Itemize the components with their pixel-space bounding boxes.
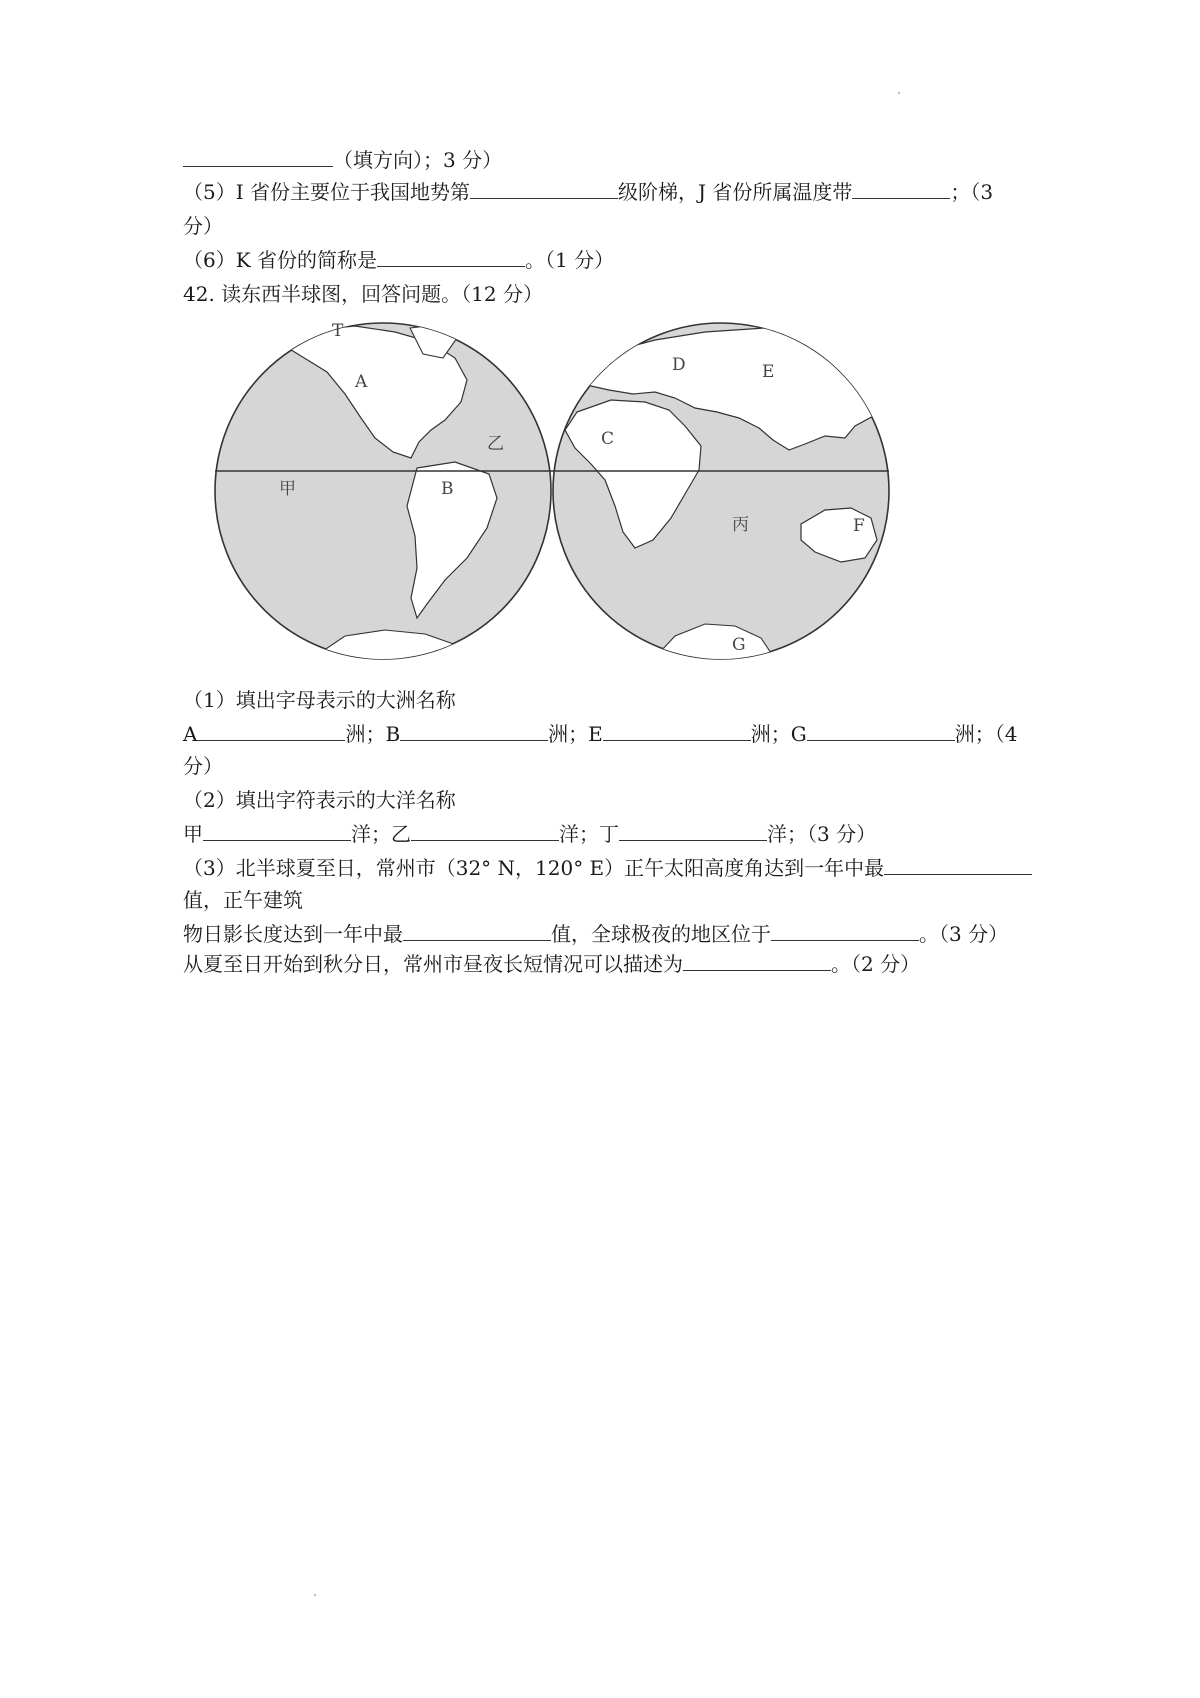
label-G: G (732, 635, 746, 655)
question-text: 洲；（4 (954, 722, 1018, 746)
q3-line4 (183, 950, 920, 978)
answer-blank[interactable] (197, 720, 345, 741)
q1-title (183, 686, 456, 714)
answer-blank[interactable] (403, 920, 551, 941)
question-text: 值，正午建筑 (183, 888, 303, 912)
line-text: （填方向）；3 分） (333, 148, 503, 172)
answer-blank[interactable] (183, 146, 333, 167)
label-B: B (441, 479, 454, 499)
q2-answers (183, 820, 876, 848)
question-text: 。（1 分） (525, 248, 615, 272)
question-text: 洲；E (548, 722, 603, 746)
label-yi: 乙 (487, 434, 504, 454)
question-text: （2）填出字符表示的大洋名称 (183, 788, 456, 812)
question-text: 洲；G (750, 722, 807, 746)
question-text: 物日影长度达到一年中最 (183, 922, 403, 946)
answer-blank[interactable] (411, 820, 559, 841)
label-A: A (355, 372, 368, 392)
line-direction-fill (183, 146, 502, 174)
q2-title (183, 786, 456, 814)
question-text: （1）填出字母表示的大洲名称 (183, 688, 456, 712)
answer-blank[interactable] (771, 920, 919, 941)
question-text: 甲 (183, 822, 203, 846)
answer-blank[interactable] (807, 720, 955, 741)
answer-blank[interactable] (377, 246, 525, 267)
question-text: （3）北半球夏至日，常州市（32° N，120° E）正午太阳高度角达到一年中最 (183, 856, 885, 880)
western-hemisphere (215, 321, 551, 668)
question-text: 。（3 分） (919, 922, 1009, 946)
answer-blank[interactable] (470, 178, 618, 199)
label-C: C (601, 429, 615, 449)
label-bing: 丙 (732, 515, 749, 535)
question-6 (183, 246, 614, 274)
question-text: 值，全球极夜的地区位于 (551, 922, 771, 946)
answer-blank[interactable] (619, 820, 767, 841)
answer-blank[interactable] (683, 950, 831, 971)
hemispheres-map-svg (205, 318, 925, 668)
scan-speck (314, 1594, 316, 1596)
q1-answers (183, 720, 1017, 748)
q3-line1 (183, 854, 1032, 882)
answer-blank[interactable] (603, 720, 751, 741)
q3-line2 (183, 886, 303, 914)
label-jia: 甲 (279, 479, 296, 499)
question-text: 级阶梯，J 省份所属温度带 (617, 180, 853, 204)
label-T: T (332, 321, 344, 341)
question-text: （6）K 省份的简称是 (183, 248, 378, 272)
question-text: 。（2 分） (831, 952, 921, 976)
question-text: 洋；（3 分） (767, 822, 877, 846)
question-text: 洲；B (345, 722, 401, 746)
question-text: （5）I 省份主要位于我国地势第 (183, 180, 470, 204)
question-42-title (183, 280, 543, 308)
q1-score (183, 752, 223, 780)
label-D: D (672, 355, 686, 375)
question-text: ；（3 (950, 180, 994, 204)
question-text: 分） (183, 754, 223, 778)
question-text: 从夏至日开始到秋分日，常州市昼夜长短情况可以描述为 (183, 952, 683, 976)
score-continuation (183, 212, 223, 240)
question-text: 洋；乙 (351, 822, 411, 846)
label-E: E (762, 362, 775, 382)
question-text: 分） (183, 214, 223, 238)
eastern-hemisphere (553, 323, 889, 668)
answer-blank[interactable] (852, 178, 950, 199)
question-text: 洋；丁 (559, 822, 619, 846)
answer-blank[interactable] (203, 820, 351, 841)
question-text: A (183, 722, 198, 746)
answer-blank[interactable] (400, 720, 548, 741)
question-text: 42. 读东西半球图，回答问题。（12 分） (183, 282, 543, 306)
answer-blank[interactable] (884, 854, 1032, 875)
label-F: F (853, 516, 865, 536)
q3-line3 (183, 920, 1008, 948)
question-5 (183, 178, 993, 206)
scan-speck (898, 92, 900, 94)
hemispheres-map (205, 318, 925, 668)
